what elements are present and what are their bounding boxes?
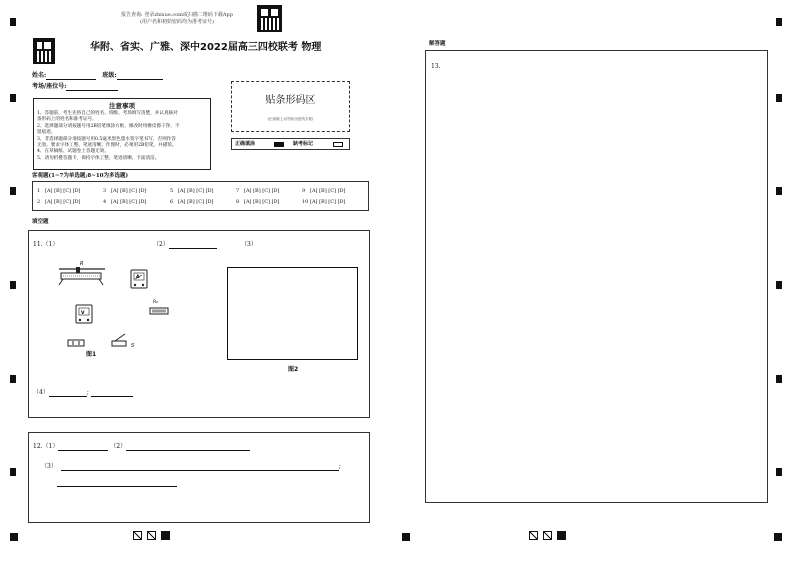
- timing-mark: [776, 468, 782, 476]
- barcode-area: [231, 81, 350, 132]
- timing-mark: [776, 94, 782, 102]
- q11-label: 11.（1）: [33, 241, 59, 248]
- q12-part3: [41, 463, 341, 471]
- choice-number: 8: [236, 199, 240, 205]
- choice-number: 3: [103, 188, 107, 194]
- name-row: [32, 72, 163, 80]
- choice-options[interactable]: [A] [B] [C] [D]: [45, 199, 81, 205]
- choice-options[interactable]: [A] [B] [C] [D]: [310, 188, 346, 194]
- figure1-components: [49, 256, 169, 356]
- q12-part1: [33, 443, 250, 451]
- q11-part4-blank2[interactable]: [91, 390, 133, 397]
- timing-mark: [776, 281, 782, 289]
- notes-line: 5、请勿折叠答题卡，保持字体工整、笔迹清晰、卡面清洁。: [37, 155, 160, 161]
- choice-options[interactable]: [A] [B] [C] [D]: [244, 199, 280, 205]
- notes-line: 条形码上的姓名和准考证号。: [37, 117, 97, 123]
- choice-row-q8[interactable]: [236, 199, 280, 205]
- correct-fill-example: [274, 142, 284, 147]
- objective-title: 客观题(1~7为单选题;8~10为多选题): [32, 173, 129, 179]
- notes-line: 3、非选择题部分请按题号用0.5毫米黑色墨水签字笔书写，否则作答: [37, 136, 176, 142]
- app-qr-code-icon: [257, 5, 282, 32]
- choice-options[interactable]: [A] [B] [C] [D]: [111, 188, 147, 194]
- notes-line: 1、答题前，考生先将自己的姓名、班级、考场填写清楚，并认真核对: [37, 111, 178, 116]
- q13-label: 13.: [431, 63, 441, 70]
- q11-part2-label: （2）: [153, 241, 169, 248]
- page-mark-hatched: [147, 531, 156, 540]
- figure1-label: 图1: [86, 351, 97, 358]
- choice-number: 1: [37, 188, 41, 194]
- timing-mark: [10, 94, 16, 102]
- name-label: 姓名:: [32, 72, 47, 79]
- q13-answer-box[interactable]: [425, 50, 768, 503]
- choice-options[interactable]: [A] [B] [C] [D]: [178, 188, 214, 194]
- choice-options[interactable]: [A] [B] [C] [D]: [45, 188, 81, 194]
- timing-mark: [10, 281, 16, 289]
- v-label: V: [81, 311, 85, 316]
- choice-number: 4: [103, 199, 107, 205]
- choice-number: 6: [170, 199, 174, 205]
- timing-mark: [10, 18, 16, 26]
- page-mark-filled: [161, 531, 170, 540]
- page-mark-hatched: [529, 531, 538, 540]
- student-qr-code-icon: [33, 38, 55, 64]
- timing-mark: [774, 533, 782, 541]
- choice-options[interactable]: [A] [B] [C] [D]: [244, 188, 280, 194]
- choice-options[interactable]: [A] [B] [C] [D]: [111, 199, 147, 205]
- class-field[interactable]: [117, 73, 163, 80]
- s-label: S: [131, 343, 135, 349]
- choice-row-q7[interactable]: [236, 188, 280, 194]
- report-notice: [112, 12, 242, 26]
- answer-section-title: 解答题: [429, 41, 446, 47]
- q11-part2-blank[interactable]: [169, 242, 217, 249]
- choice-number: 7: [236, 188, 240, 194]
- choice-row-q2[interactable]: [37, 199, 81, 205]
- q11-part4-label: （4）: [33, 389, 49, 396]
- choice-row-q5[interactable]: [170, 188, 214, 194]
- q11-part4: [33, 389, 133, 397]
- notes-line: 4、在草稿纸、试题卷上答题无效。: [37, 149, 109, 155]
- fill-blank-title: 填空题: [32, 219, 49, 225]
- choice-row-q9[interactable]: [302, 188, 346, 194]
- q12-part2-blank[interactable]: [126, 444, 250, 451]
- fill-legend: [231, 138, 350, 150]
- timing-mark: [10, 533, 18, 541]
- q12-part3-label: （3）: [41, 463, 57, 470]
- fixed-resistor-icon: [150, 308, 168, 314]
- q11-part3-label: （3）: [241, 241, 257, 248]
- q12-part2-label: （2）: [110, 443, 127, 450]
- choice-number: 5: [170, 188, 174, 194]
- page-mark-filled: [557, 531, 566, 540]
- exam-title: 华附、省实、广雅、深中2022届高三四校联考 物理: [90, 42, 322, 53]
- choice-number: 9: [302, 188, 306, 194]
- absent-mark-box[interactable]: [333, 142, 343, 147]
- choice-options[interactable]: [A] [B] [C] [D]: [178, 199, 214, 205]
- q12-part1-blank[interactable]: [58, 444, 108, 451]
- page-mark-hatched: [543, 531, 552, 540]
- name-field[interactable]: [46, 73, 96, 80]
- notice-line-1: 报告查询: 登录zhixue.com或扫描二维码下载App: [121, 12, 233, 18]
- q12-part3-end: ;: [338, 463, 341, 470]
- a-label: A: [136, 275, 140, 280]
- switch-icon: [112, 334, 126, 346]
- objective-box: [32, 181, 369, 211]
- choice-row-q1[interactable]: [37, 188, 81, 194]
- barcode-note: (正面朝上,切勿贴出虚线方框): [267, 117, 314, 121]
- class-label: 班级:: [102, 72, 117, 79]
- timing-mark: [776, 187, 782, 195]
- notes-list: [34, 110, 210, 163]
- choice-options[interactable]: [A] [B] [C] [D]: [310, 199, 346, 205]
- choice-row-q3[interactable]: [103, 188, 147, 194]
- rheostat-icon: [59, 267, 105, 285]
- barcode-title: 贴条形码区: [265, 95, 316, 106]
- q12-label: 12.（1）: [33, 443, 59, 450]
- room-field[interactable]: [66, 84, 118, 91]
- choice-number: 2: [37, 199, 41, 205]
- q11-part4-blank1[interactable]: [49, 390, 87, 397]
- timing-mark: [10, 375, 16, 383]
- timing-mark: [10, 187, 16, 195]
- timing-mark: [10, 468, 16, 476]
- timing-mark: [776, 18, 782, 26]
- notes-title: 注意事项: [109, 102, 135, 110]
- figure2-label: 图2: [288, 366, 299, 373]
- figure2-drawing-area[interactable]: [227, 267, 358, 360]
- absent-mark-label: 缺考标记: [293, 141, 314, 147]
- choice-number: 10: [302, 199, 309, 205]
- room-label: 考场/座位号:: [32, 83, 67, 90]
- notes-line: 留痕迹。: [37, 130, 56, 136]
- q11-part2: [153, 241, 217, 249]
- q12-box: [28, 432, 370, 523]
- q11-box: [28, 230, 370, 418]
- room-row: [32, 83, 118, 91]
- battery-icon: [68, 340, 84, 346]
- choice-row-q4[interactable]: [103, 199, 147, 205]
- notes-line: 无效。要求字体工整、笔迹清晰。作图时，必须用2B铅笔，并描浓。: [37, 143, 177, 149]
- timing-mark: [776, 375, 782, 383]
- choice-row-q10[interactable]: [302, 199, 346, 205]
- correct-fill-label: 正确填涂: [235, 141, 256, 147]
- r-label: R: [80, 261, 84, 267]
- page-mark-hatched: [133, 531, 142, 540]
- choice-row-q6[interactable]: [170, 199, 214, 205]
- timing-mark: [402, 533, 410, 541]
- q12-part3-blank[interactable]: [61, 464, 339, 471]
- notes-box: [33, 98, 211, 170]
- notes-line: 2、选择题部分请按题号用2B铅笔填涂方框，修改时用橡皮擦干净，不: [37, 123, 180, 129]
- notice-line-2: (用户名和初始密码均为准考证号): [140, 19, 214, 25]
- q12-part3-blank2[interactable]: [57, 480, 177, 487]
- r0-label: R₀: [153, 300, 158, 305]
- q11-part4-sep: ;: [86, 389, 89, 396]
